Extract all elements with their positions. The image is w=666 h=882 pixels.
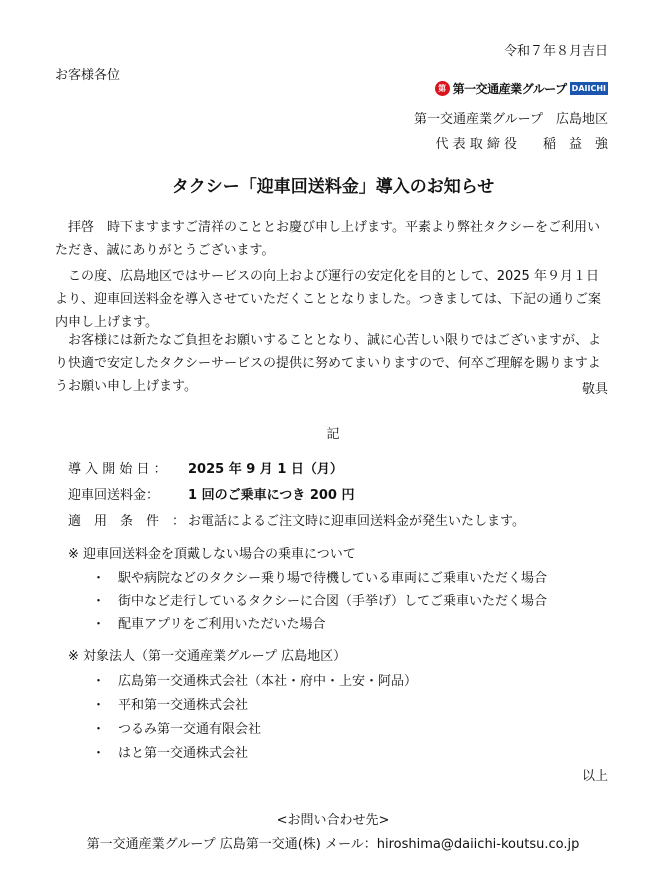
detail-label: 導 入 開 始 日 ： [68, 462, 167, 477]
logo-text: 第一交通産業グループ [452, 81, 567, 96]
list-item: ・ 街中など走行しているタクシーに合図（手挙げ）してご乗車いただく場合 [92, 594, 548, 609]
paragraph-request: お客様には新たなご負担をお願いすることとなり、誠に心苦しい限りではございますが、より快適で安定したタクシーサービスの提供に努めてまいりますので、何卒ご理解を賜りますようお願い申し上げます。 [55, 333, 602, 394]
detail-value: 2025 年 9 月 1 日（月） [188, 462, 343, 477]
detail-value: お電話によるご注文時に迎車回送料金が発生いたします。 [188, 514, 525, 529]
date: 令和７年８月吉日 [503, 44, 608, 59]
contact-line: 第一交通産業グループ 広島第一交通(株) メール：hiroshima@daiichi-koutsu.co.jp [86, 837, 580, 852]
paragraph-greeting: 拝啓 時下ますますご清祥のこととお慶び申し上げます。平素より弊社タクシーをご利用いただき、誠にありがとうございます。 [55, 220, 600, 258]
sender-title: 代 表 取 締 役 稲 益 強 [435, 137, 608, 152]
contact-heading: <お問い合わせ先> [276, 813, 390, 828]
sender-org: 第一交通産業グループ 広島地区 [414, 112, 608, 127]
company-logo [435, 79, 608, 97]
end-mark: 以上 [581, 769, 608, 784]
list-item: ・ つるみ第一交通有限会社 [92, 722, 262, 737]
list-item: ・ 広島第一交通株式会社（本社・府中・上安・阿品） [92, 674, 418, 689]
page-title: タクシー「迎車回送料金」導入のお知らせ [171, 177, 495, 197]
seal-icon: 第 [435, 81, 450, 96]
detail-row-fee [68, 484, 355, 503]
list-item: ・ 配車アプリをご利用いただいた場合 [92, 617, 326, 632]
detail-row-start-date [68, 458, 343, 477]
ki-mark: 記 [326, 427, 340, 442]
list-item: ・ 駅や病院などのタクシー乗り場で待機している車両にご乗車いただく場合 [92, 571, 548, 586]
detail-label: 迎車回送料金： [68, 488, 160, 503]
paragraph-announcement: この度、広島地区ではサービスの向上および運行の安定化を目的として、2025 年９月１日より、迎車回送料金を導入させていただくこととなりました。つきましては、下記の通りご案内申し上げます。 [55, 269, 602, 330]
exclusions-heading: ※ 迎車回送料金を頂戴しない場合の乗車について [68, 547, 356, 562]
detail-row-condition [68, 510, 525, 529]
closing-keigu: 敬具 [581, 382, 608, 397]
addressee: お客様各位 [55, 68, 121, 83]
companies-heading: ※ 対象法人（第一交通産業グループ 広島地区） [68, 649, 347, 664]
detail-label: 適 用 条 件 ： [68, 514, 186, 529]
list-item: ・ はと第一交通株式会社 [92, 746, 249, 761]
detail-value: 1 回のご乗車につき 200 円 [188, 488, 355, 503]
logo-badge: DAIICHI [571, 83, 606, 93]
list-item: ・ 平和第一交通株式会社 [92, 698, 249, 713]
